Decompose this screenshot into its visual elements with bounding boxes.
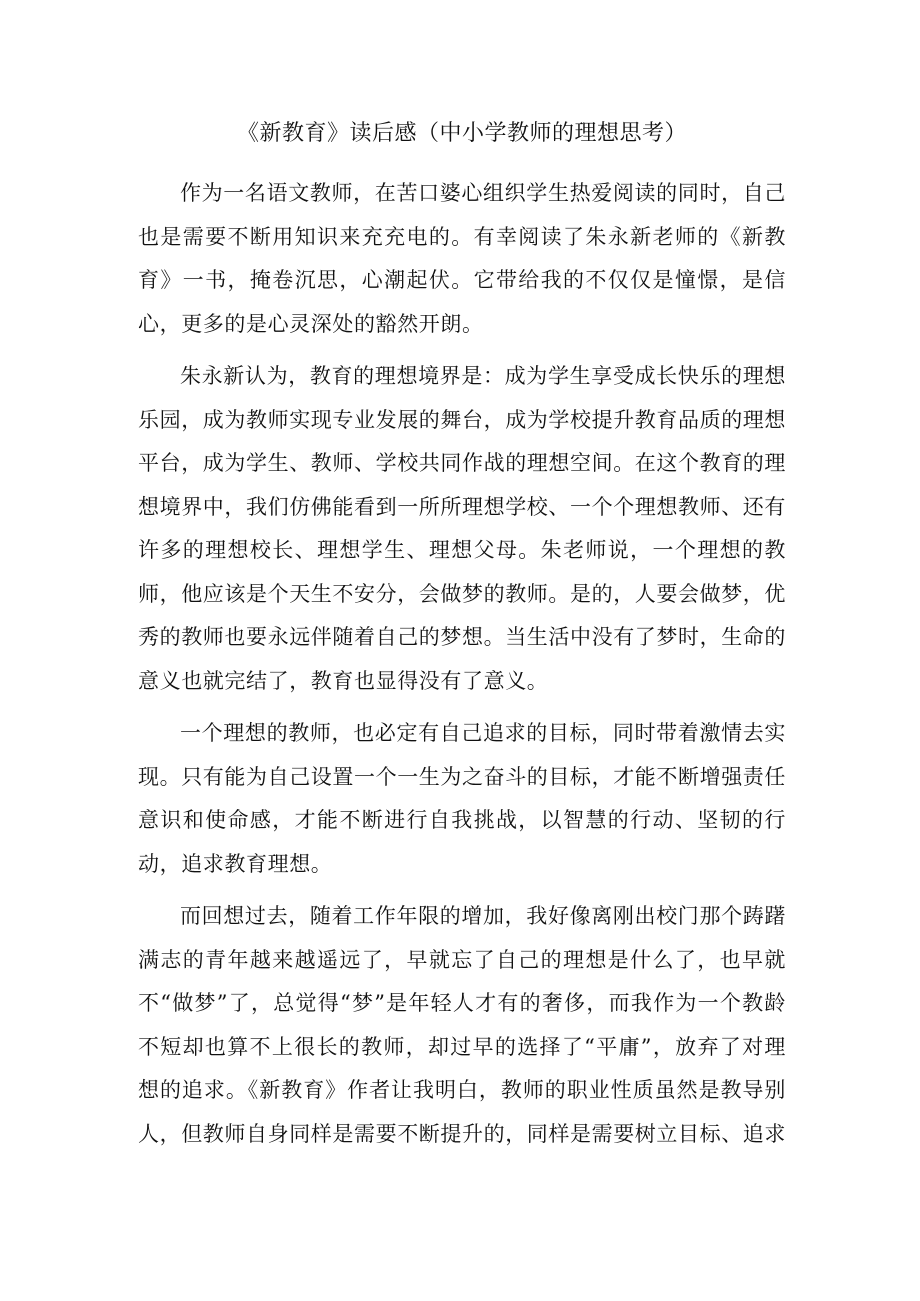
paragraph-1: 作为一名语文教师，在苦口婆心组织学生热爱阅读的同时，自己也是需要不断用知识来充充电的。有幸阅读了朱永新老师的《新教育》一书，掩卷沉思，心潮起伏。它带给我的不仅仅是憧憬，是信心，更多的是心灵深处的豁然开朗。 (138, 181, 786, 336)
paragraph-4: 而回想过去，随着工作年限的增加，我好像离刚出校门那个踌躇满志的青年越来越遥远了，早就忘了自己的理想是什么了，也早就不“做梦”了，总觉得“梦”是年轻人才有的奢侈，而我作为一个教龄不短却也算不上很长的教师，却过早的选择了“平庸”，放弃了对理想的追求。《新教育》作者让我明白，教师的职业性质虽然是教导别人，但教师自身同样是需要不断提升的，同样是需要树立目标、追求 (138, 904, 786, 1146)
paragraph-3: 一个理想的教师，也必定有自己追求的目标，同时带着激情去实现。只有能为自己设置一个一生为之奋斗的目标，才能不断增强责任意识和使命感，才能不断进行自我挑战，以智慧的行动、坚韧的行动，追求教育理想。 (138, 721, 786, 876)
document-title: 《新教育》读后感（中小学教师的理想思考） (236, 121, 687, 146)
paragraph-2: 朱永新认为，教育的理想境界是：成为学生享受成长快乐的理想乐园，成为教师实现专业发展的舞台，成为学校提升教育品质的理想平台，成为学生、教师、学校共同作战的理想空间。在这个教育的理想境界中，我们仿佛能看到一所所理想学校、一个个理想教师、还有许多的理想校长、理想学生、理想父母。朱老师说，一个理想的教师，他应该是个天生不安分，会做梦的教师。是的，人要会做梦，优秀的教师也要永远伴随着自己的梦想。当生活中没有了梦时，生命的意义也就完结了，教育也显得没有了意义。 (138, 364, 786, 693)
document-page (138, 118, 786, 1165)
